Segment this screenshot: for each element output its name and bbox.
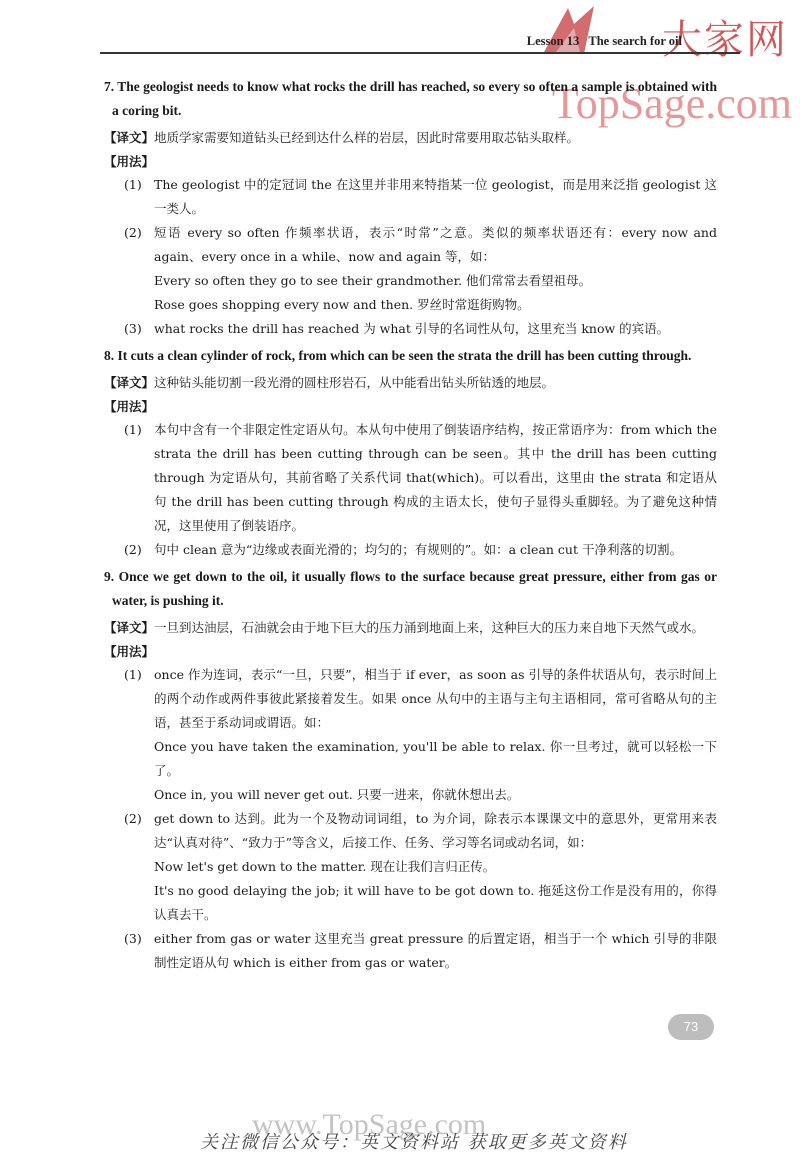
usage-label-8: 【用法】	[104, 399, 155, 414]
header-rule	[100, 52, 740, 54]
usage-item: (3) what rocks the drill has reached 为 what 引导的名词性从句，这里充当 know 的宾语。	[124, 321, 670, 336]
sentence-8: 8. It cuts a clean cylinder of rock, from which can be seen the strata the drill has been cutting through.	[104, 348, 692, 363]
page-number-badge: 73	[668, 1014, 714, 1040]
watermark-cn-logo: 大家网	[662, 17, 788, 63]
usage-label-7: 【用法】	[104, 154, 155, 169]
sentence-7: 7. The geologist needs to know what rocks the drill has reached, so every so often a sample is obtained with a coring bit.	[104, 79, 717, 118]
topsage-logo-mark	[534, 2, 604, 58]
usage-item: (1) once 作为连词，表示“一旦，只要”，相当于 if ever，as soon as 引导的条件状语从句，表示时间上的两个动作或两件事彼此紧接着发生。如果 once 从句中的主语与主句主语相同，常可省略从句的主语，甚至于系动词或谓语。如： Once you have taken the examination, you'll be able to relax. 你一旦考过，就可以轻松一下了。 Once in, you will never get out. 只要一进来，你就休想出去。	[124, 667, 717, 802]
translation-7: 【译文】地质学家需要知道钻头已经到达什么样的岩层，因此时常要用取芯钻头取样。	[104, 130, 580, 145]
usage-item: (2) 短语 every so often 作频率状语，表示“时常”之意。类似的频率状语还有：every now and again、every once in a while、now and again 等，如： Every so often they go to see their grandmother. 他们常常去看望祖母。 Rose goes shopping every now and then. 罗丝时常逛街购物。	[124, 225, 717, 312]
usage-item: (2) 句中 clean 意为“边缘或表面光滑的；均匀的；有规则的”。如：a clean cut 干净利落的切割。	[124, 542, 682, 557]
header-lesson: Lesson 13	[526, 34, 580, 48]
section-7	[104, 75, 717, 341]
usage-item: (3) either from gas or water 这里充当 great pressure 的后置定语，相当于一个 which 引导的非限制性定语从句 which is either from gas or water。	[124, 931, 717, 970]
translation-8: 【译文】这种钻头能切割一段光滑的圆柱形岩石，从中能看出钻头所钻透的地层。	[104, 375, 555, 390]
footer-watermark-text: 关注微信公众号：英文资料站 获取更多英文资料	[200, 1132, 628, 1153]
section-8	[104, 344, 717, 562]
running-header	[527, 34, 682, 49]
footer-watermark-site: www.TopSage.com	[252, 1108, 487, 1141]
section-9	[104, 565, 717, 975]
watermark-site: TopSage.com	[551, 79, 792, 128]
header-title: The search for oil	[588, 34, 682, 48]
usage-label-9: 【用法】	[104, 644, 155, 659]
translation-9: 【译文】一旦到达油层，石油就会由于地下巨大的压力涌到地面上来，这种巨大的压力来自地下天然气或水。	[104, 620, 705, 635]
usage-item: (2) get down to 达到。此为一个及物动词词组，to 为介词，除表示本课课文中的意思外，更常用来表达“认真对待”、“致力于”等含义，后接工作、任务、学习等名词或动名词，如： Now let's get down to the matter. 现在让我们言归正传。 It's no good delaying the job; it will have to be got down to. 拖延这份工作是没有用的，你得认真去干。	[124, 811, 717, 922]
page-content	[104, 72, 717, 975]
sentence-9: 9. Once we get down to the oil, it usually flows to the surface because great pressure, either from gas or water, is pushing it.	[104, 569, 717, 608]
usage-item: (1) 本句中含有一个非限定性定语从句。本从句中使用了倒装语序结构，按正常语序为：from which the strata the drill has been cutting through can be seen。其中 the drill has been cutting through 为定语从句，其前省略了关系代词 that(which)。可以看出，这里由 the strata 和定语从句 the drill has been cutting through 构成的主语太长，使句子显得头重脚轻。为了避免这种情况，这里使用了倒装语序。	[124, 422, 717, 533]
usage-item: (1) The geologist 中的定冠词 the 在这里并非用来特指某一位 geologist，而是用来泛指 geologist 这一类人。	[124, 177, 717, 216]
